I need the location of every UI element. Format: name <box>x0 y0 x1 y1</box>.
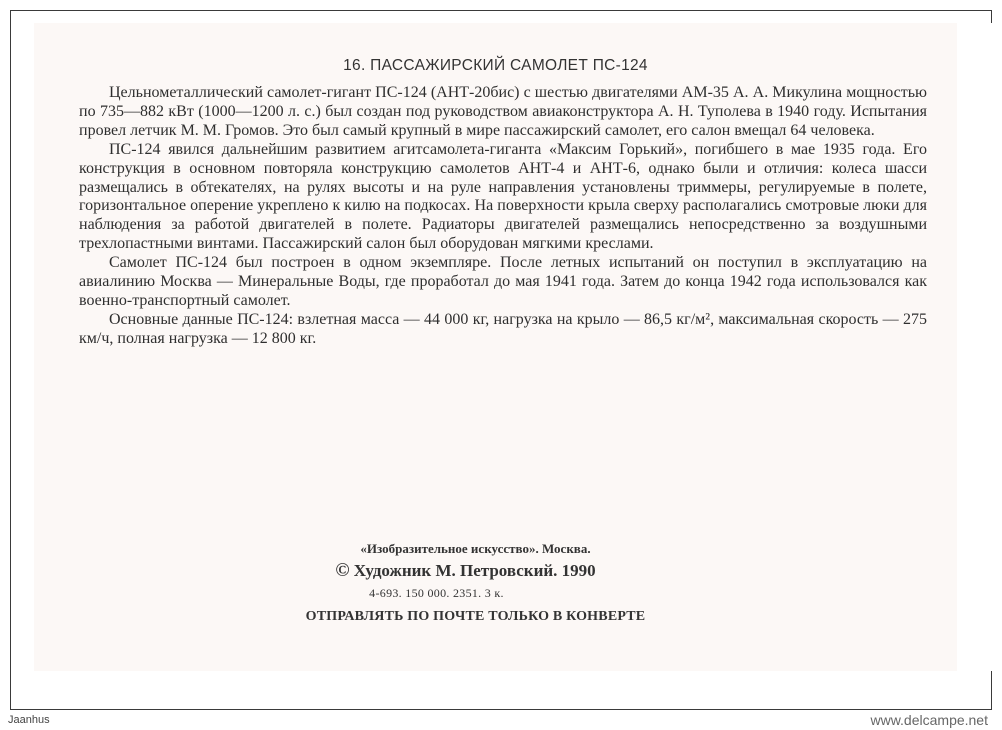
description-text <box>79 84 927 349</box>
mail-note: ОТПРАВЛЯТЬ ПО ПОЧТЕ ТОЛЬКО В КОНВЕРТЕ <box>305 609 646 624</box>
copyright-icon: © <box>335 560 350 581</box>
site-watermark: www.delcampe.net <box>870 712 988 728</box>
artist-line <box>0 560 957 582</box>
paragraph-1: Цельнометаллический самолет-гигант ПС-124 (АНТ-20бис) с шестью двигателями АМ-35 А. А. Микулина мощностью по 735—882 кВт (1000—1200 л. с.) был создан под руководством авиаконструктора А. Н. Туполева в 1940 году. Испытания провел летчик М. М. Громов. Это был самый крупный в мире пассажирский самолет, его салон вмещал 64 человека. <box>79 84 927 139</box>
paragraph-4: Основные данные ПС-124: взлетная масса — 44 000 кг, нагрузка на крыло — 86,5 кг/м², максимальная скорость — 275 км/ч, полная нагрузка — 12 800 кг. <box>79 310 927 347</box>
postcard-back <box>34 23 957 671</box>
artist-credit: Художник М. Петровский. 1990 <box>353 561 596 580</box>
paragraph-3: Самолет ПС-124 был построен в одном экземпляре. После летных испытаний он поступил в эксплуатацию на авиалинию Москва — Минеральные Воды, где проработал до мая 1941 года. Затем до конца 1942 года использовался как военно-транспортный самолет. <box>79 254 927 309</box>
card-edge <box>957 23 1001 671</box>
seller-watermark: Jaanhus <box>8 714 50 726</box>
card-title: 16. ПАССАЖИРСКИЙ САМОЛЕТ ПС-124 <box>343 57 648 74</box>
print-code: 4-693. 150 000. 2351. 3 к. <box>369 586 504 600</box>
paragraph-2: ПС-124 явился дальнейшим развитием агитсамолета-гиганта «Максим Горький», погибшего в мае 1935 года. Его конструкция в основном повторяла конструкцию самолетов АНТ-4 и АНТ-6, однако были и отличия: колеса шасси размещались в обтекателях, на рулях высоты и на руле направления установлены триммеры, регулируемые в полете, горизонтальное оперение укреплено к килю на подкосах. На поверхности крыла сверху располагались смотровые люки для наблюдения за работой двигателей в полете. Радиаторы двигателей размещались непосредственно за воздушными трехлопастными винтами. Пассажирский салон был оборудован мягкими креслами. <box>79 140 927 253</box>
postcard-frame <box>10 10 992 710</box>
publisher-line: «Изобразительное искусство». Москва. <box>360 541 591 556</box>
imprint-block <box>34 541 957 625</box>
